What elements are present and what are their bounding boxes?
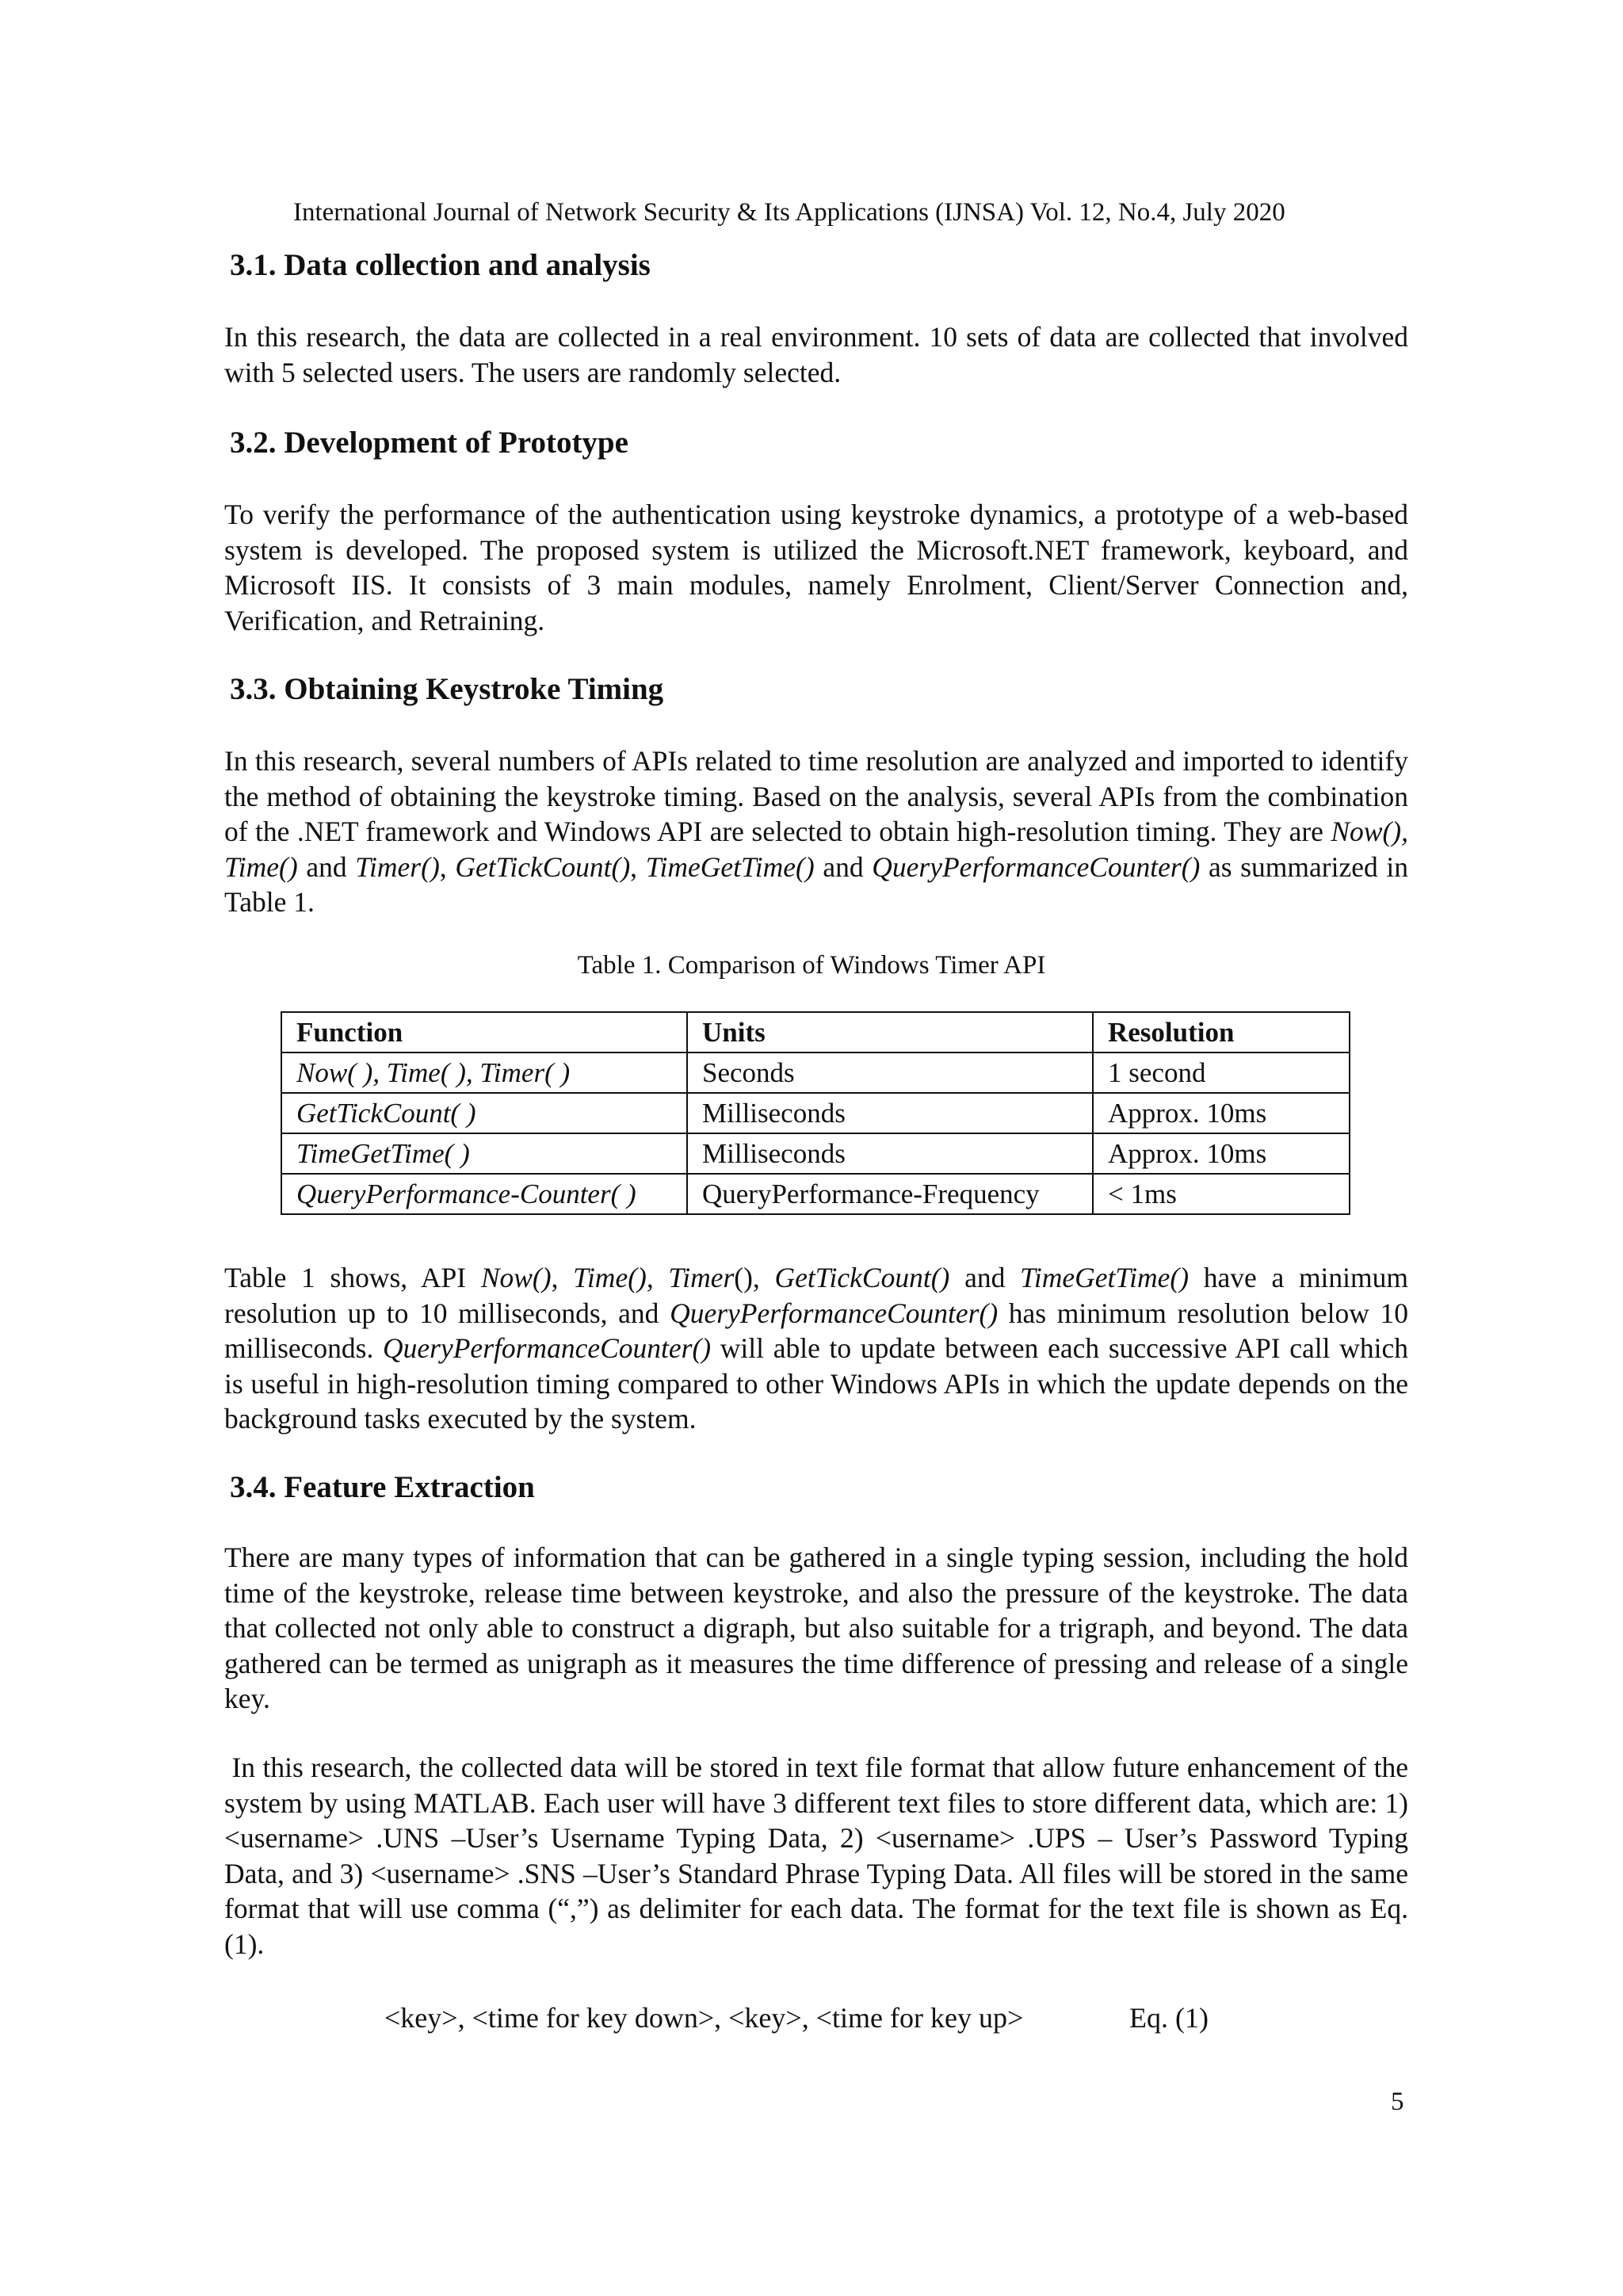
table-caption: Table 1. Comparison of Windows Timer API	[577, 951, 1046, 980]
table-row	[281, 1052, 1350, 1093]
table-header-row	[281, 1012, 1350, 1052]
section-heading-3-2: 3.2. Development of Prototype	[230, 426, 628, 460]
paragraph: There are many types of information that can be gathered in a single typing session, including the hold time of the keystroke, release time between keystroke, and also the pressure of the keystroke. The data that collected not only able to construct a digraph, but also suitable for a trigraph, and beyond. The data gathered can be termed as unigraph as it measures the time difference of pressing and release of a single key.	[224, 1541, 1408, 1714]
text-run: will able to update between each successive API call which is useful in high-resolution timing compared to other Windows APIs in which the update depends on the background tasks executed by the system.	[224, 1332, 1408, 1435]
paragraph: In this research, the collected data will be stored in text file format that allow future enhancement of the system by using MATLAB. Each user will have 3 different text files to store different data, which are: 1) <username> .UNS –User’s Username Typing Data, 2) <username> .UPS – User’s Password Typing Data, and 3) <username> .SNS –User’s Standard Phrase Typing Data. All files will be stored in the same format that will use comma (“,”) as delimiter for each data. The format for the text file is shown as Eq. (1).	[224, 1752, 1415, 1960]
api-name: Timer()	[355, 850, 440, 883]
text-run: ,	[630, 850, 646, 883]
api-name: QueryPerformanceCounter()	[670, 1297, 999, 1329]
section-3-2-body	[224, 497, 1408, 638]
text-run: ,	[439, 850, 456, 883]
table-row	[281, 1133, 1350, 1174]
table-discussion	[224, 1260, 1408, 1437]
text-run: has minimum resolution below 10 milliseconds.	[224, 1297, 1408, 1364]
text-run: and	[814, 850, 873, 883]
table-cell-units: QueryPerformance-Frequency	[687, 1174, 1093, 1214]
text-run: and	[949, 1262, 1021, 1293]
text-run: Table 1 shows, API	[224, 1262, 481, 1293]
equation-text: <key>, <time for key down>, <key>, <time for key up>	[384, 2002, 1024, 2034]
equation-number: Eq. (1)	[1129, 2002, 1209, 2034]
paragraph: To verify the performance of the authentication using keystroke dynamics, a prototype of a web-based system is developed. The proposed system is utilized the Microsoft.NET framework, keyboard, and Microsoft IIS. It consists of 3 main modules, namely Enrolment, Client/Server Connection and, Verification, and Retraining.	[224, 499, 1408, 636]
section-heading-3-3: 3.3. Obtaining Keystroke Timing	[230, 672, 664, 706]
page-number: 5	[1391, 2088, 1404, 2116]
table-cell-function: Now( ), Time( ), Timer( )	[281, 1052, 687, 1093]
api-name: QueryPerformanceCounter()	[383, 1332, 712, 1364]
table-header-cell: Function	[281, 1012, 687, 1052]
table-cell-resolution: < 1ms	[1093, 1174, 1350, 1214]
section-3-3-body	[224, 743, 1408, 920]
table-cell-resolution: 1 second	[1093, 1052, 1350, 1093]
api-name: TimeGetTime()	[1020, 1262, 1190, 1293]
text-run: In this research, several numbers of APIs related to time resolution are analyzed and imported to identify the method of obtaining the keystroke timing. Based on the analysis, several APIs from the combination of the .NET framework and Windows API are selected to obtain high-resolution timing. They are	[224, 745, 1408, 847]
table-header-cell: Units	[687, 1012, 1093, 1052]
running-header: International Journal of Network Security & Its Applications (IJNSA) Vol. 12, No.4, July 2020	[293, 198, 1285, 227]
text-run: (),	[734, 1262, 775, 1293]
equation	[384, 2000, 1209, 2035]
api-name: Time(), Timer	[573, 1262, 735, 1293]
api-name: GetTickCount()	[455, 850, 631, 883]
api-name: TimeGetTime()	[645, 850, 815, 883]
text-run: and	[297, 850, 356, 883]
table-cell-units: Milliseconds	[687, 1093, 1093, 1133]
comparison-table	[281, 1011, 1350, 1215]
table-cell-units: Seconds	[687, 1052, 1093, 1093]
table-cell-resolution: Approx. 10ms	[1093, 1093, 1350, 1133]
section-heading-3-1: 3.1. Data collection and analysis	[230, 248, 651, 282]
paragraph: In this research, the data are collected in a real environment. 10 sets of data are collected that involved with 5 selected users. The users are randomly selected.	[224, 321, 1408, 388]
paragraph	[224, 1260, 1408, 1437]
table-cell-function: TimeGetTime( )	[281, 1133, 687, 1174]
table-header-cell: Resolution	[1093, 1012, 1350, 1052]
section-3-4-body-2	[224, 1750, 1415, 1962]
table-row	[281, 1174, 1350, 1214]
api-name: QueryPerformanceCounter()	[872, 850, 1201, 883]
text-run: ,	[551, 1262, 574, 1293]
section-3-1-body	[224, 319, 1408, 390]
table-cell-units: Milliseconds	[687, 1133, 1093, 1174]
section-heading-3-4: 3.4. Feature Extraction	[230, 1470, 535, 1504]
api-name: Now(), Time()	[224, 816, 1408, 883]
api-name: GetTickCount()	[774, 1262, 950, 1293]
table-cell-function: QueryPerformance-Counter( )	[281, 1174, 687, 1214]
text-run: have a minimum resolution up to 10 milliseconds, and	[224, 1262, 1409, 1329]
table-row	[281, 1093, 1350, 1133]
paragraph	[224, 743, 1408, 920]
api-name: Now()	[480, 1262, 552, 1293]
table-cell-resolution: Approx. 10ms	[1093, 1133, 1350, 1174]
table-cell-function: GetTickCount( )	[281, 1093, 687, 1133]
section-3-4-body	[224, 1540, 1408, 1717]
text-run: as summarized in Table 1.	[224, 850, 1409, 918]
